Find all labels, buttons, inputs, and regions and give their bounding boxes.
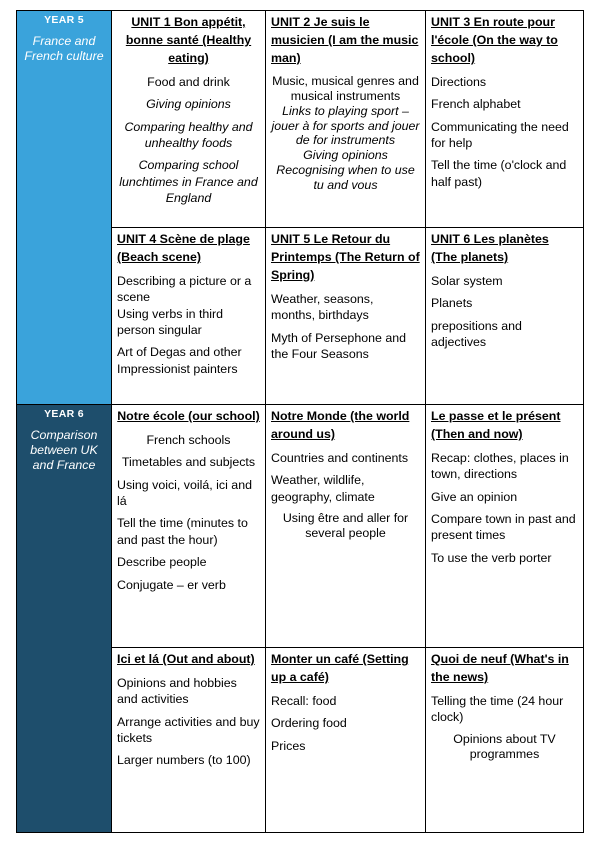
topic-item: prepositions and adjectives	[431, 318, 522, 350]
topic-item: Using être and aller for several people	[282, 511, 409, 540]
year6-side-cell	[17, 405, 112, 833]
topic-item: Links to playing sport – jouer à for sports and jouer de for instruments	[271, 103, 420, 148]
topic-item: French schools	[146, 432, 231, 447]
topic-item: Myth of Persephone and the Four Seasons	[271, 330, 407, 362]
topic-item: To use the verb porter	[431, 550, 552, 565]
unit-title: UNIT 1 Bon appétit, bonne santé (Healthy eating)	[125, 15, 252, 65]
topic-item: Music, musical genres and musical instruments	[272, 73, 419, 103]
year6-unit-5-cell	[266, 648, 426, 833]
topic-item: Prices	[271, 738, 306, 753]
topic-item: Weather, seasons, months, birthdays	[271, 291, 374, 323]
topic-item: French alphabet	[431, 97, 521, 112]
year5-theme: France and French culture	[24, 33, 104, 63]
topic-item: Recall: food	[271, 693, 337, 708]
topic-item: Describe people	[117, 555, 207, 570]
year5-unit-5-cell	[266, 228, 426, 405]
year5-unit-1-cell	[112, 11, 266, 228]
topic-item: Food and drink	[147, 74, 230, 89]
topic-item: Describing a picture or a scene	[117, 273, 252, 305]
unit-title: Notre Monde (the world around us)	[271, 409, 410, 441]
topic-item: Ordering food	[271, 716, 347, 731]
topic-item: Using verbs in third person singular	[117, 306, 224, 338]
topic-item: Countries and continents	[271, 450, 409, 465]
topic-item: Communicating the need for help	[431, 119, 569, 151]
topic-item: Solar system	[431, 273, 503, 288]
topic-item: Arrange activities and buy tickets	[117, 714, 260, 746]
unit-title: UNIT 2 Je suis le musicien (I am the music man)	[271, 15, 419, 65]
topic-item: Recognising when to use tu and vous	[276, 163, 415, 193]
unit-title: Ici et lá (Out and about)	[117, 652, 255, 666]
unit-title: Quoi de neuf (What's in the news)	[431, 652, 569, 684]
topic-item: Weather, wildlife, geography, climate	[271, 473, 375, 504]
year5-unit-3-cell	[426, 11, 584, 228]
curriculum-table	[16, 10, 584, 833]
topic-item: Comparing school lunchtimes in France and England	[119, 158, 258, 206]
topic-item: Using voici, voilá, ici and lá	[117, 477, 252, 509]
year6-unit-2-cell	[266, 405, 426, 648]
year6-unit-1-cell	[112, 405, 266, 648]
unit-title: UNIT 3 En route pour l'école (On the way to school)	[431, 15, 558, 65]
unit-title: Le passe et le présent (Then and now)	[431, 409, 561, 441]
topic-item: Art of Degas and other Impressionist painters	[117, 345, 242, 376]
unit-title: UNIT 5 Le Retour du Printemps (The Return of Spring)	[271, 232, 420, 282]
topic-item: Recap: clothes, places in town, directions	[431, 450, 569, 482]
year5-unit-6-cell	[426, 228, 584, 405]
year6-row-1	[17, 405, 584, 648]
topic-item: Opinions about TV programmes	[453, 731, 556, 761]
topic-item: Conjugate – er verb	[117, 577, 226, 592]
year5-label: YEAR 5	[44, 14, 84, 26]
topic-item: Directions	[431, 74, 487, 89]
topic-item: Tell the time (minutes to and past the hour)	[117, 516, 248, 547]
topic-item: Tell the time (o'clock and half past)	[431, 158, 567, 189]
topic-item: Giving opinions	[146, 97, 231, 112]
unit-title: UNIT 6 Les planètes (The planets)	[431, 232, 549, 264]
year6-label: YEAR 6	[44, 408, 84, 420]
unit-title: Notre école (our school)	[117, 409, 260, 423]
topic-item: Telling the time (24 hour clock)	[431, 693, 564, 725]
unit-title: Monter un café (Setting up a café)	[271, 652, 409, 684]
unit-title: UNIT 4 Scène de plage (Beach scene)	[117, 232, 250, 264]
topic-item: Give an opinion	[431, 489, 518, 504]
topic-item: Opinions and hobbies and activities	[117, 675, 237, 707]
year5-unit-2-cell	[266, 11, 426, 228]
year6-unit-4-cell	[112, 648, 266, 833]
year5-unit-4-cell	[112, 228, 266, 405]
topic-item: Comparing healthy and unhealthy foods	[124, 119, 253, 151]
year5-side-cell	[17, 11, 112, 405]
year6-unit-3-cell	[426, 405, 584, 648]
year5-row-1	[17, 11, 584, 228]
year6-unit-6-cell	[426, 648, 584, 833]
topic-item: Larger numbers (to 100)	[117, 753, 251, 768]
topic-item: Giving opinions	[303, 148, 388, 163]
year6-theme: Comparison between UK and France	[30, 427, 98, 472]
topic-item: Compare town in past and present times	[431, 512, 576, 543]
topic-item: Planets	[431, 296, 473, 311]
topic-item: Timetables and subjects	[121, 455, 256, 470]
